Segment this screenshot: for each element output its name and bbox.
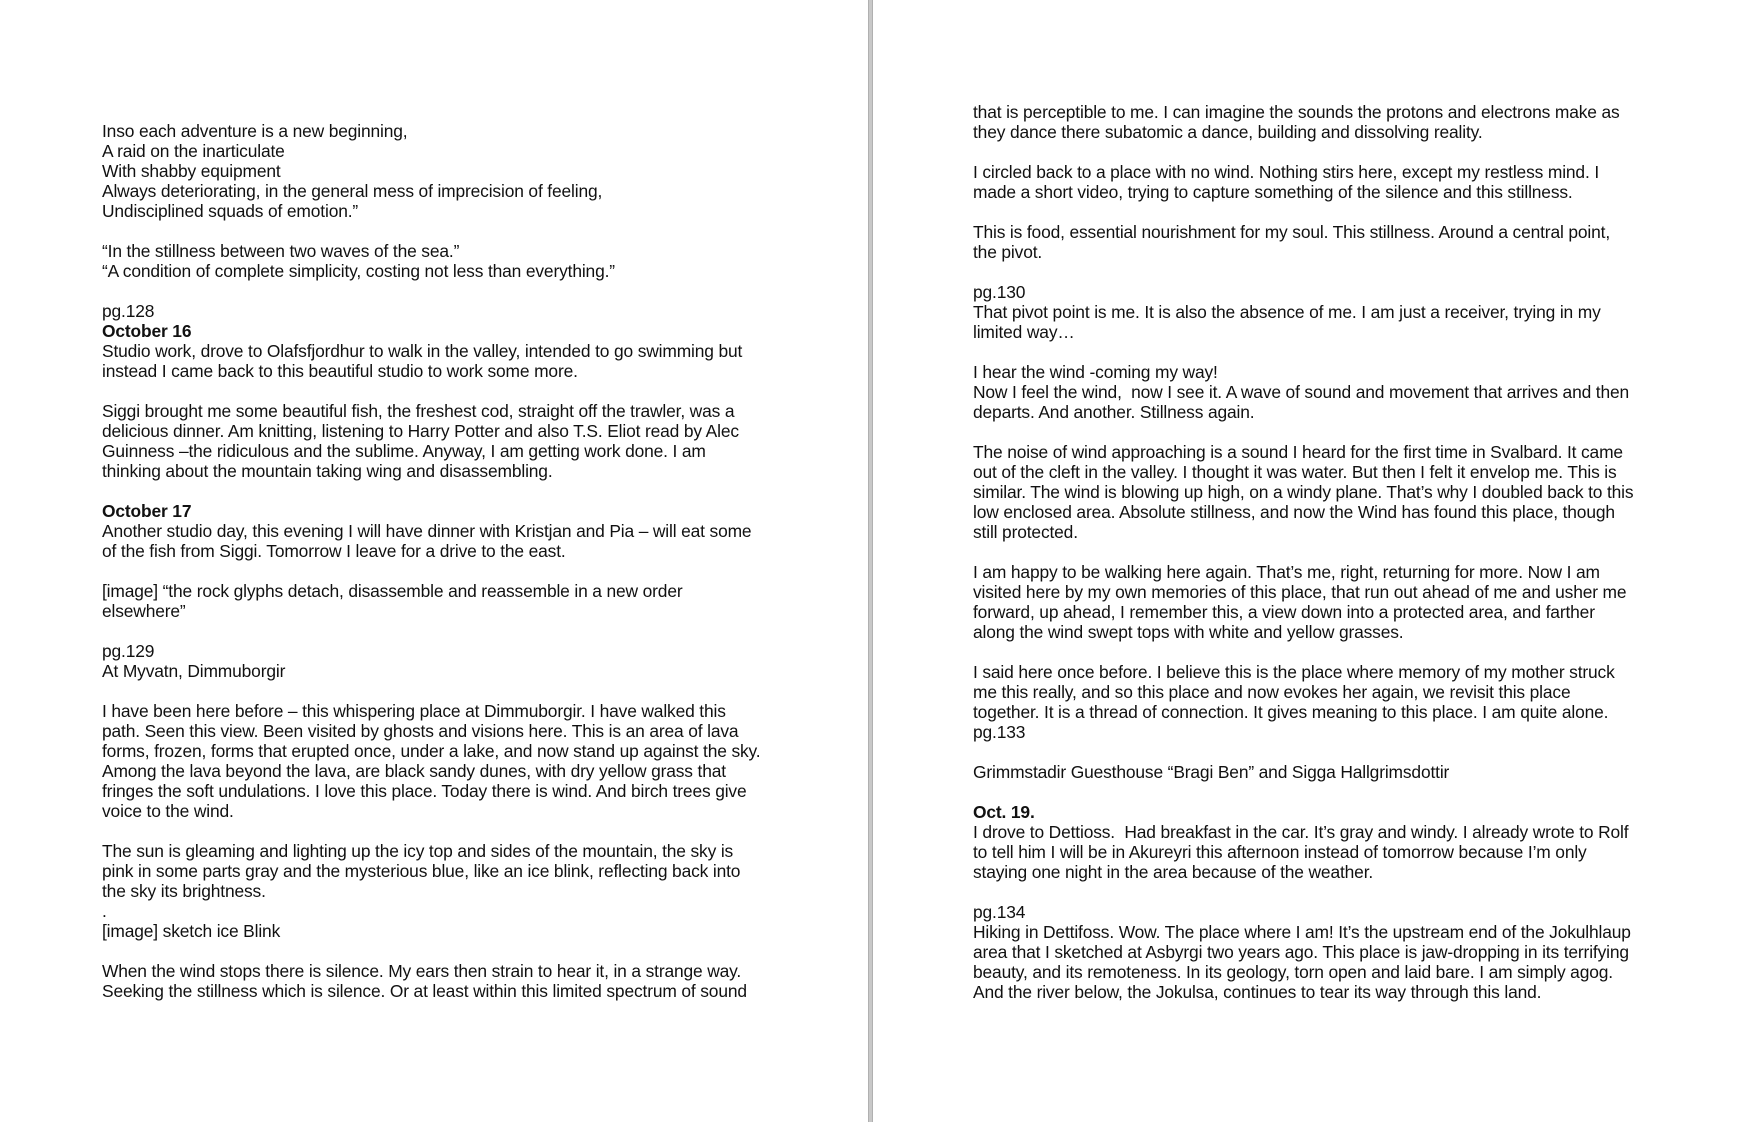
- text-line: they dance there subatomic a dance, building and dissolving reality.: [973, 122, 1483, 142]
- text-line: visited here by my own memories of this place, that run out ahead of me and usher me: [973, 582, 1627, 602]
- text-line: Undisciplined squads of emotion.”: [102, 201, 359, 221]
- text-line: A raid on the inarticulate: [102, 141, 285, 161]
- blank-line: [973, 542, 1653, 562]
- blank-line: [102, 221, 782, 241]
- entry-heading: October 17: [102, 501, 192, 521]
- text-line: to tell him I will be in Akureyri this afternoon instead of tomorrow because I’m only: [973, 842, 1587, 862]
- text-line: voice to the wind.: [102, 801, 234, 821]
- text-line: Hiking in Dettifoss. Wow. The place where I am! It’s the upstream end of the Jokulhlaup: [973, 922, 1631, 942]
- text-line: forward, up ahead, I remember this, a view down into a protected area, and farther: [973, 602, 1595, 622]
- text-line: pg.128: [102, 301, 155, 321]
- text-line: me this really, and so this place and now evokes her again, we revisit this place: [973, 682, 1571, 702]
- text-line: instead I came back to this beautiful studio to work some more.: [102, 361, 578, 381]
- left-page-text: [102, 121, 782, 1001]
- text-line: forms, frozen, forms that erupted once, under a lake, and now stand up against the sky.: [102, 741, 761, 761]
- right-page-text: [973, 102, 1653, 1002]
- blank-line: [973, 142, 1653, 162]
- text-line: [image] “the rock glyphs detach, disassemble and reassemble in a new order: [102, 581, 683, 601]
- blank-line: [973, 202, 1653, 222]
- text-line: the sky its brightness.: [102, 881, 266, 901]
- blank-line: [102, 621, 782, 641]
- text-line: Guinness –the ridiculous and the sublime. Anyway, I am getting work done. I am: [102, 441, 706, 461]
- text-line: I said here once before. I believe this is the place where memory of my mother struck: [973, 662, 1615, 682]
- text-line: This is food, essential nourishment for my soul. This stillness. Around a central point,: [973, 222, 1611, 242]
- text-line: still protected.: [973, 522, 1078, 542]
- text-line: Always deteriorating, in the general mess of imprecision of feeling,: [102, 181, 603, 201]
- entry-heading: Oct. 19.: [973, 802, 1035, 822]
- text-line: that is perceptible to me. I can imagine the sounds the protons and electrons make as: [973, 102, 1620, 122]
- text-line: departs. And another. Stillness again.: [973, 402, 1255, 422]
- text-line: pg.134: [973, 902, 1026, 922]
- text-line: With shabby equipment: [102, 161, 281, 181]
- blank-line: [973, 742, 1653, 762]
- blank-line: [973, 882, 1653, 902]
- text-line: “A condition of complete simplicity, costing not less than everything.”: [102, 261, 615, 281]
- text-line: Another studio day, this evening I will have dinner with Kristjan and Pia – will eat some: [102, 521, 752, 541]
- blank-line: [973, 422, 1653, 442]
- text-line: pg.130: [973, 282, 1026, 302]
- text-line: Inso each adventure is a new beginning,: [102, 121, 408, 141]
- text-line: At Myvatn, Dimmuborgir: [102, 661, 286, 681]
- text-line: area that I sketched at Asbyrgi two years ago. This place is jaw-dropping in its terrifying: [973, 942, 1629, 962]
- text-line: beauty, and its remoteness. In its geology, torn open and laid bare. I am simply agog.: [973, 962, 1613, 982]
- blank-line: [102, 561, 782, 581]
- text-line: the pivot.: [973, 242, 1043, 262]
- text-line: pg.129: [102, 641, 155, 661]
- text-line: together. It is a thread of connection. It gives meaning to this place. I am quite alone.: [973, 702, 1609, 722]
- text-line: .: [102, 901, 107, 921]
- text-line: thinking about the mountain taking wing and disassembling.: [102, 461, 553, 481]
- text-line: I am happy to be walking here again. That’s me, right, returning for more. Now I am: [973, 562, 1600, 582]
- blank-line: [102, 941, 782, 961]
- text-line: I hear the wind -coming my way!: [973, 362, 1218, 382]
- text-line: Among the lava beyond the lava, are black sandy dunes, with dry yellow grass that: [102, 761, 726, 781]
- blank-line: [973, 642, 1653, 662]
- right-page: [873, 0, 1740, 1122]
- text-line: I have been here before – this whispering place at Dimmuborgir. I have walked this: [102, 701, 726, 721]
- text-line: Siggi brought me some beautiful fish, the freshest cod, straight off the trawler, was a: [102, 401, 735, 421]
- left-page: [0, 0, 868, 1122]
- text-line: Studio work, drove to Olafsfjordhur to walk in the valley, intended to go swimming but: [102, 341, 743, 361]
- text-line: I drove to Dettioss. Had breakfast in the car. It’s gray and windy. I already wrote to Rolf: [973, 822, 1629, 842]
- blank-line: [102, 681, 782, 701]
- text-line: fringes the soft undulations. I love this place. Today there is wind. And birch trees give: [102, 781, 747, 801]
- text-line: similar. The wind is blowing up high, on a windy plane. That’s why I doubled back to this: [973, 482, 1634, 502]
- text-line: [image] sketch ice Blink: [102, 921, 281, 941]
- text-line: low enclosed area. Absolute stillness, and now the Wind has found this place, though: [973, 502, 1615, 522]
- text-line: out of the cleft in the valley. I thought it was water. But then I felt it envelop me. This is: [973, 462, 1617, 482]
- text-line: path. Seen this view. Been visited by ghosts and visions here. This is an area of lava: [102, 721, 739, 741]
- text-line: Seeking the stillness which is silence. Or at least within this limited spectrum of sound: [102, 981, 747, 1001]
- blank-line: [102, 481, 782, 501]
- blank-line: [973, 342, 1653, 362]
- text-line: That pivot point is me. It is also the absence of me. I am just a receiver, trying in my: [973, 302, 1601, 322]
- blank-line: [102, 281, 782, 301]
- text-line: limited way…: [973, 322, 1075, 342]
- text-line: elsewhere”: [102, 601, 186, 621]
- text-line: Grimmstadir Guesthouse “Bragi Ben” and Sigga Hallgrimsdottir: [973, 762, 1450, 782]
- text-line: pg.133: [973, 722, 1026, 742]
- text-line: of the fish from Siggi. Tomorrow I leave for a drive to the east.: [102, 541, 566, 561]
- blank-line: [102, 821, 782, 841]
- text-line: And the river below, the Jokulsa, continues to tear its way through this land.: [973, 982, 1542, 1002]
- entry-heading: October 16: [102, 321, 192, 341]
- text-line: The sun is gleaming and lighting up the icy top and sides of the mountain, the sky is: [102, 841, 734, 861]
- text-line: When the wind stops there is silence. My ears then strain to hear it, in a strange way.: [102, 961, 742, 981]
- blank-line: [973, 782, 1653, 802]
- text-line: I circled back to a place with no wind. Nothing stirs here, except my restless mind. I: [973, 162, 1599, 182]
- text-line: staying one night in the area because of the weather.: [973, 862, 1374, 882]
- text-line: pink in some parts gray and the mysterious blue, like an ice blink, reflecting back into: [102, 861, 741, 881]
- blank-line: [973, 262, 1653, 282]
- text-line: along the wind swept tops with white and yellow grasses.: [973, 622, 1404, 642]
- text-line: made a short video, trying to capture something of the silence and this stillness.: [973, 182, 1573, 202]
- text-line: delicious dinner. Am knitting, listening to Harry Potter and also T.S. Eliot read by Alec: [102, 421, 739, 441]
- text-line: “In the stillness between two waves of the sea.”: [102, 241, 460, 261]
- blank-line: [102, 381, 782, 401]
- text-line: The noise of wind approaching is a sound I heard for the first time in Svalbard. It came: [973, 442, 1623, 462]
- text-line: Now I feel the wind, now I see it. A wave of sound and movement that arrives and then: [973, 382, 1630, 402]
